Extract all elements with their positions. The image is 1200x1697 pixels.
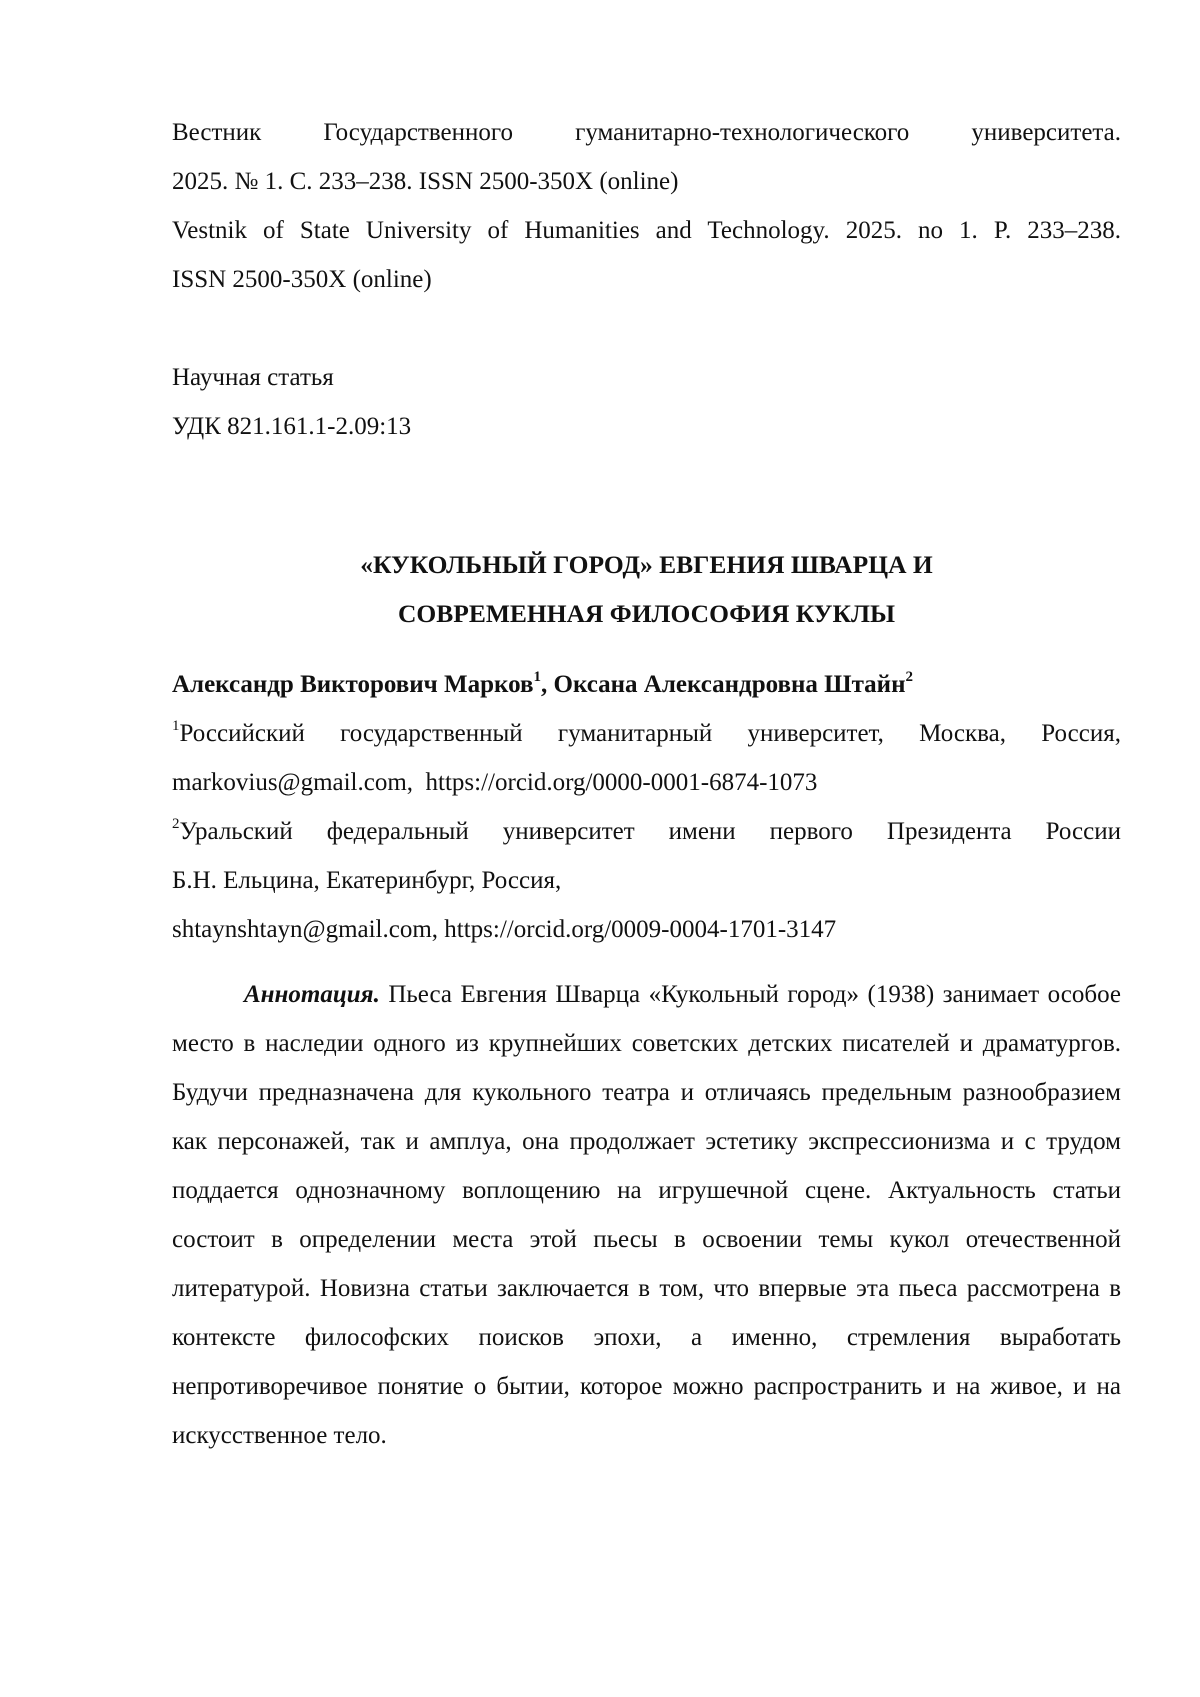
authors-line [172, 660, 1121, 709]
title-line2: СОВРЕМЕННАЯ ФИЛОСОФИЯ КУКЛЫ [172, 589, 1121, 638]
citation-en-line1: Vestnik of State University of Humanities and Technology. 2025. no 1. P. 233–238. [172, 206, 1121, 255]
affiliation-2-mark: 2 [172, 816, 180, 832]
affiliation-2-text: Уральский федеральный университет имени первого Президента России [180, 818, 1122, 845]
udk-code: УДК 821.161.1-2.09:13 [172, 402, 1121, 451]
document-page [0, 0, 1200, 1697]
affiliation-1-text: Российский государственный гуманитарный университет, Москва, Россия, [180, 720, 1122, 747]
article-type: Научная статья [172, 353, 1121, 402]
author-1-affiliation-mark: 1 [534, 669, 542, 685]
abstract-label: Аннотация. [244, 981, 380, 1008]
citation-ru-line2: 2025. № 1. С. 233–238. ISSN 2500-350X (online) [172, 157, 1121, 206]
citation-ru-line1: Вестник Государственного гуманитарно-технологического университета. [172, 108, 1121, 157]
title-line1: «КУКОЛЬНЫЙ ГОРОД» ЕВГЕНИЯ ШВАРЦА И [172, 540, 1121, 589]
affiliation-2-city: Б.Н. Ельцина, Екатеринбург, Россия, [172, 856, 1121, 905]
affiliation-1 [172, 709, 1121, 758]
authors-block [172, 660, 1121, 954]
citation-block [172, 108, 1121, 304]
citation-en-line2: ISSN 2500-350X (online) [172, 255, 1121, 304]
affiliation-1-mark: 1 [172, 718, 180, 734]
affiliation-2 [172, 807, 1121, 856]
affiliation-1-contacts: markovius@gmail.com, https://orcid.org/0000-0001-6874-1073 [172, 758, 1121, 807]
article-meta [172, 353, 1121, 451]
abstract-block [172, 970, 1121, 1460]
abstract-text: Пьеса Евгения Шварца «Кукольный город» (1938) занимает особое место в наследии одного из крупнейших советских детских писателей и драматургов. Будучи предназначена для кукольного театра и отличаясь предельным разнообразием как персонажей, так и амплуа, она продолжает эстетику экспрессионизма и с трудом поддается однозначному воплощению на игрушечной сцене. Актуальность статьи состоит в определении места этой пьесы в освоении темы кукол отечественной литературой. Новизна статьи заключается в том, что впервые эта пьеса рассмотрена в контексте философских поисков эпохи, а именно, стремления выработать непротиворечивое понятие о бытии, которое можно распространить и на живое, и на искусственное тело. [172, 981, 1121, 1449]
author-2-name: Оксана Александровна Штайн [554, 671, 906, 698]
author-1-name: Александр Викторович Марков [172, 671, 534, 698]
affiliation-2-contacts: shtaynshtayn@gmail.com, https://orcid.org/0009-0004-1701-3147 [172, 905, 1121, 954]
abstract-paragraph [172, 970, 1121, 1460]
article-title [172, 540, 1121, 638]
authors-separator: , [541, 671, 554, 698]
author-2-affiliation-mark: 2 [905, 669, 913, 685]
